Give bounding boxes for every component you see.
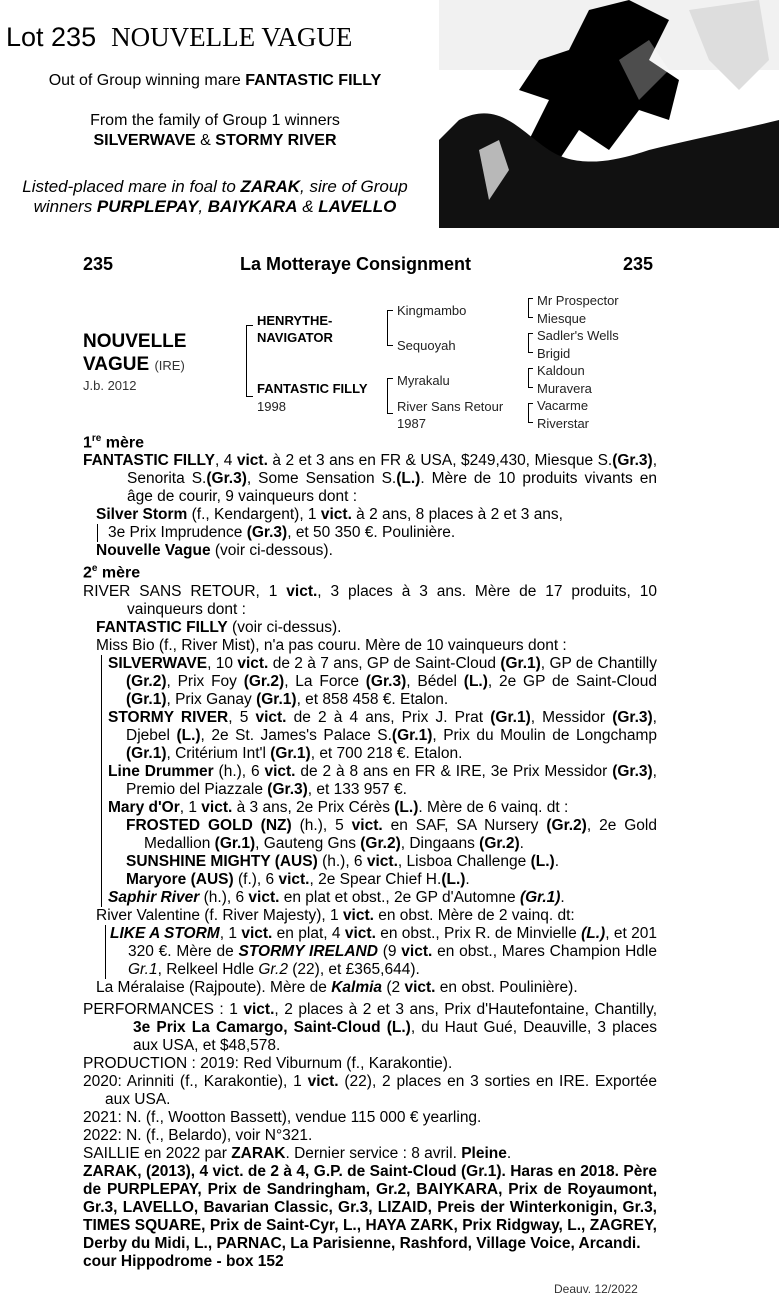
header-line-2: From the family of Group 1 winners [90,112,340,129]
entry-sunshine-mighty: SUNSHINE MIGHTY (AUS) (h.), 6 vict., Lisboa Challenge (L.). [126,852,560,870]
river-valentine-produce [105,925,657,979]
pedigree-sdd: Brigid [537,346,571,361]
horse-racing-photo [439,0,779,228]
bracket-dd [528,403,533,423]
zarak-description: ZARAK, (2013), 4 vict. de 2 à 4, G.P. de Saint-Cloud (Gr.1). Haras en 2018. Père de PURPLEPAY, Prix de Sandringham, Gr.2, BAIYKARA, Prix de Royaumont, Gr.3, LAVELLO, Bavarian Classic, Gr.3, LIZAID, Preis der Winterkonigin, Gr.3, TIMES SQUARE, Prix de Saint-Cyr, L., HAYA ZARK, Prix Ridgway, L., ZAGREY, Derby du Midi, L., PARNAC, La Parisienne, Rashford, Village Voice, Arcandi. [83,1162,657,1252]
production-2022: 2022: N. (f., Belardo), voir N°321. [83,1126,313,1144]
pedigree-sd: Sequoyah [397,338,456,353]
pedigree-ds: Myrakalu [397,373,450,388]
bracket-gen1 [246,325,253,397]
entry-like-a-storm: LIKE A STORM, 1 vict. en plat, 4 vict. en obst., Prix R. de Minvielle (L.), et 201 320 €. Mère de STORMY IRELAND (9 vict. en obst., Mares Champion Hdle Gr.1, Relkeel Hdle Gr.2 (22), et £365,644). [110,924,658,978]
second-dam-entry: RIVER SANS RETOUR, 1 vict., 3 places à 3 ans. Mère de 17 produits, 10 vainqueurs dont : [83,582,657,618]
second-dam-heading: 2e mère [83,563,141,582]
produce-miss-bio: Miss Bio (f., River Mist), n'a pas couru. Mère de 10 vainqueurs dont : [96,636,567,654]
produce-nouvelle-vague: Nouvelle Vague (voir ci-dessous). [96,542,333,560]
entry-stormy-river: STORMY RIVER, 5 vict. de 2 à 4 ans, Prix J. Prat (Gr.1), Messidor (Gr.3), Djebel (L.), 2e St. James's Palace S.(Gr.1), Prix du Moulin de Longchamp (Gr.1), Critérium Int'l (Gr.1), et 700 218 €. Etalon. [108,708,657,762]
production-2021: 2021: N. (f., Wootton Bassett), vendue 115 000 € yearling. [83,1108,482,1126]
lot-number: Lot 235 [6,22,97,52]
saillie: SAILLIE en 2022 par ZARAK. Dernier service : 8 avril. Pleine. [83,1144,512,1162]
produce-silver-storm-cont: 3e Prix Imprudence (Gr.3), et 50 350 €. Poulinière. [97,524,657,542]
entry-mary-dor: Mary d'Or, 1 vict. à 3 ans, 2e Prix Cérès (L.). Mère de 6 vainq. dt : [108,798,569,816]
header-line-4: Listed-placed mare in foal to ZARAK, sire of Group [22,177,408,196]
production-2020: 2020: Arinniti (f., Karakontie), 1 vict. (22), 2 places en 3 sorties en IRE. Exportée aux USA. [83,1072,657,1108]
consignor: La Motteraye Consignment [240,254,472,274]
pedigree-sss: Mr Prospector [537,293,619,308]
produce-river-valentine: River Valentine (f. River Majesty), 1 vict. en obst. Mère de 2 vainq. dt: [96,906,575,924]
pedigree-dam: FANTASTIC FILLY [257,381,368,396]
pedigree-ddd: Riverstar [537,416,590,431]
header-line-5: winners PURPLEPAY, BAIYKARA & LAVELLO [33,197,397,216]
pedigree-dob: J.b. 2012 [83,378,137,393]
bracket-sire [387,310,393,346]
pedigree-ss: Kingmambo [397,303,467,318]
lot-horse-name: NOUVELLE VAGUE [111,22,353,52]
catalogue-lot-right: 235 [623,254,654,274]
pedigree-sds: Sadler's Wells [537,328,619,343]
first-dam-heading: 1re mère [83,433,145,452]
first-dam-entry: FANTASTIC FILLY, 4 vict. à 2 et 3 ans en FR & USA, $249,430, Miesque S.(Gr.3), Senorita S.(Gr.3), Some Sensation S.(L.). Mère de 10 produits vivants en âge de courir, 9 vainqueurs dont : [83,452,658,506]
entry-maryore: Maryore (AUS) (f.), 6 vict., 2e Spear Chief H.(L.). [126,870,470,888]
box-location: cour Hippodrome - box 152 [83,1252,284,1270]
pedigree-dam-year: 1998 [257,399,286,414]
pedigree-sire: HENRYTHE- NAVIGATOR [257,313,333,345]
pedigree-horse-name: NOUVELLE VAGUE (IRE) [83,331,187,375]
catalogue-lot-left: 235 [83,254,114,274]
entry-line-drummer: Line Drummer (h.), 6 vict. de 2 à 8 ans en FR & IRE, 3e Prix Messidor (Gr.3), Premio del Piazzale (Gr.3), et 133 957 €. [108,762,657,798]
entry-frosted-gold: FROSTED GOLD (NZ) (h.), 5 vict. en SAF, SA Nursery (Gr.2), 2e Gold Medallion (Gr.1), Gauteng Gns (Gr.2), Dingaans (Gr.2). [126,816,657,852]
production-2019: PRODUCTION : 2019: Red Viburnum (f., Karakontie). [83,1054,453,1072]
produce-silver-storm: Silver Storm (f., Kendargent), 1 vict. à 2 ans, 8 places à 2 et 3 ans, [96,506,563,524]
performances: PERFORMANCES : 1 vict., 2 places à 2 et 3 ans, Prix d'Hautefontaine, Chantilly, 3e Prix La Camargo, Saint-Cloud (L.), du Haut Gué, Deauville, 3 places aux USA, et $48,578. [83,1000,658,1054]
pedigree-dd: River Sans Retour [397,399,504,414]
bracket-ss [528,298,533,318]
catalogue-body [83,430,657,1271]
entry-silverwave: SILVERWAVE, 10 vict. de 2 à 7 ans, GP de Saint-Cloud (Gr.1), GP de Chantilly (Gr.2), Prix Foy (Gr.2), La Force (Gr.3), Bédel (L.), 2e GP de Saint-Cloud (Gr.1), Prix Ganay (Gr.1), et 858 458 €. Etalon. [108,654,657,708]
pedigree-dds: Vacarme [537,398,589,413]
header-line-3: SILVERWAVE & STORMY RIVER [93,132,337,149]
pedigree-dd-year: 1987 [397,416,426,431]
bracket-dam [387,378,393,414]
bracket-ds [528,368,533,388]
lot-title [6,22,352,53]
miss-bio-produce [101,655,657,907]
pedigree-ssd: Miesque [537,311,587,326]
produce-la-meralaise: La Méralaise (Rajpoute). Mère de Kalmia (2 vict. en obst. Poulinière). [96,978,578,996]
footer-code: Deauv. 12/2022 [554,1282,638,1296]
produce-fantastic-filly: FANTASTIC FILLY (voir ci-dessus). [96,618,342,636]
bracket-sd [528,333,533,353]
header-line-1: Out of Group winning mare FANTASTIC FILLY [48,72,382,89]
pedigree-dsd: Muravera [537,381,592,396]
pedigree-dss: Kaldoun [537,363,585,378]
entry-saphir-river: Saphir River (h.), 6 vict. en plat et obst., 2e GP d'Automne (Gr.1). [108,888,565,906]
